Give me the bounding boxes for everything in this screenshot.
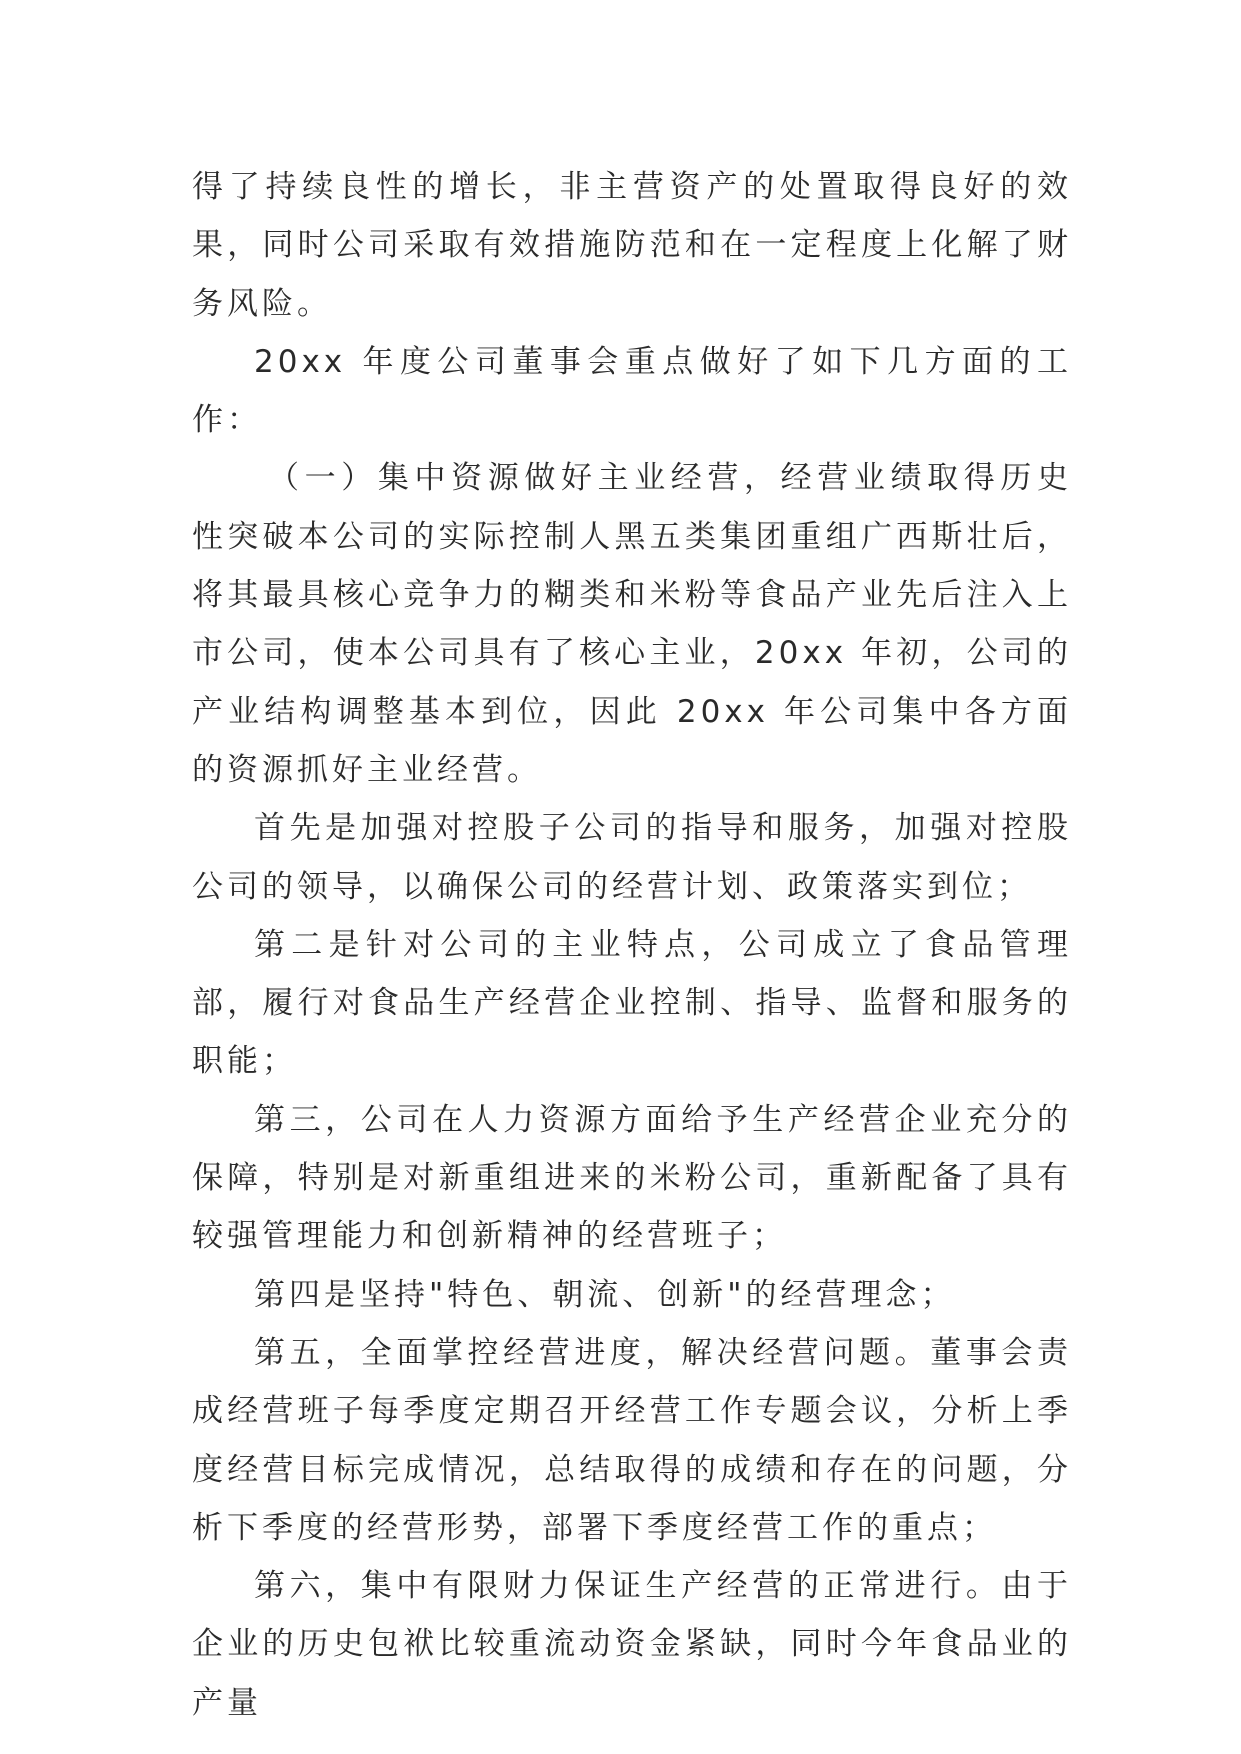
- paragraph-first-point: 首先是加强对控股子公司的指导和服务，加强对控股公司的领导，以确保公司的经营计划、政策落实到位；: [192, 810, 1072, 905]
- paragraph-continued: 得了持续良性的增长，非主营资产的处置取得良好的效果，同时公司采取有效措施防范和在一定程度上化解了财务风险。: [192, 169, 1072, 322]
- paragraph-third-point: 第三，公司在人力资源方面给予生产经营企业充分的保障，特别是对新重组进来的米粉公司，重新配备了具有较强管理能力和创新精神的经营班子；: [192, 1101, 1072, 1255]
- document-body: [192, 158, 1072, 1732]
- paragraph-fourth-point: 第四是坚持"特色、朝流、创新"的经营理念；: [254, 1276, 956, 1313]
- paragraph-sixth-point: 第六，集中有限财力保证生产经营的正常进行。由于企业的历史包袱比较重流动资金紧缺，同时今年食品业的产量: [192, 1568, 1072, 1721]
- paragraph-second-point: 第二是针对公司的主业特点，公司成立了食品管理部，履行对食品生产经营企业控制、指导、监督和服务的职能；: [192, 926, 1072, 1080]
- paragraph-section-one: （一）集中资源做好主业经营，经营业绩取得历史性突破本公司的实际控制人黑五类集团重组广西斯壮后，将其最具核心竞争力的糊类和米粉等食品产业先后注入上市公司，使本公司具有了核心主业，20xx 年初，公司的产业结构调整基本到位，因此 20xx 年公司集中各方面的资源抓好主业经营。: [192, 460, 1072, 788]
- paragraph-fifth-point: 第五，全面掌控经营进度，解决经营问题。董事会责成经营班子每季度定期召开经营工作专题会议，分析上季度经营目标完成情况，总结取得的成绩和存在的问题，分析下季度的经营形势，部署下季度经营工作的重点；: [192, 1334, 1072, 1546]
- paragraph-work-intro: 20xx 年度公司董事会重点做好了如下几方面的工作：: [192, 343, 1072, 439]
